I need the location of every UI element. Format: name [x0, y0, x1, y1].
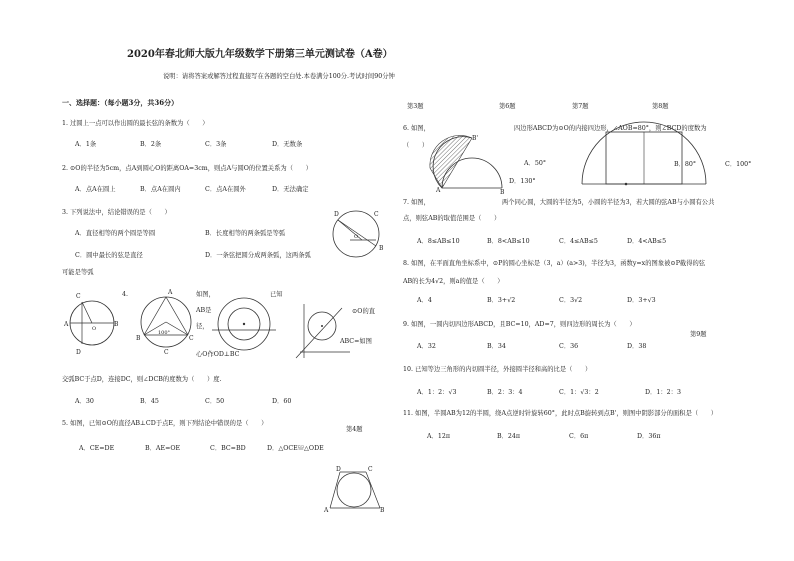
- q6-option-a: A．50°: [524, 160, 547, 167]
- svg-text:D: D: [336, 466, 341, 473]
- svg-text:C: C: [76, 293, 81, 300]
- q8-option-d: D．3+√3: [627, 297, 656, 304]
- q4-angle-label: 100°: [158, 330, 171, 336]
- q4-text-1b: 已知: [270, 291, 283, 298]
- q5-figure-trapezoid: [322, 466, 392, 514]
- q1-option-d: D．无数条: [272, 141, 303, 148]
- q10-option-a: A．1：2：√3: [417, 389, 457, 396]
- q11-stem: 11. 如图，半圆AB为12的半圆，绕A点逆时针旋转60°，此时点B旋转到点B'，则图中阴影部分的面积是（ ）: [403, 410, 718, 417]
- svg-text:B: B: [380, 507, 385, 514]
- q11-option-c: C．6π: [569, 433, 589, 440]
- q8-stem: 8. 如图，在平面直角坐标系中，⊙P的圆心坐标是（3，a）(a>3)，半径为3，函数y=x的图象被⊙P截得的弦: [403, 260, 706, 267]
- q8-stem-2: AB的长为4√2，则a的值是（ ）: [403, 278, 504, 285]
- q4-figure-concentric: [210, 292, 278, 360]
- page-title: 2020年春北师大版九年级数学下册第三单元测试卷（A卷）: [127, 49, 393, 60]
- q1-stem: 1. 过圆上一点可以作出圆的最长弦的条数为（ ）: [62, 120, 209, 127]
- q9-option-c: C．36: [559, 343, 579, 350]
- q3-option-d: D．一条弦把圆分成两条弧，这两条弧: [205, 252, 311, 259]
- svg-text:C: C: [368, 466, 373, 473]
- q7-option-c: C．4≤AB≤5: [559, 238, 598, 245]
- q3-option-a: A．直径相等的两个圆是等圆: [75, 230, 156, 237]
- q4-option-b: B．45: [140, 398, 159, 405]
- q9-option-d: D．38: [627, 343, 647, 350]
- q6-stem: 6. 如图，: [403, 125, 430, 132]
- svg-text:C: C: [164, 349, 169, 356]
- q8-option-b: B．3+√2: [487, 297, 516, 304]
- q4-stem-end: 交弧BC于点D，连接DC，则∠DCB的度数为（ ）度.: [62, 376, 222, 383]
- q10-stem: 10. 已知等边三角形的内切圆半径，外接圆半径和高的比是（ ）: [403, 366, 592, 373]
- svg-text:O: O: [92, 326, 97, 332]
- svg-text:B: B: [136, 335, 141, 342]
- fig-label-9: 第9题: [690, 331, 707, 338]
- q2-option-a: A．点A在圆上: [75, 186, 116, 193]
- q3-stem: 3. 下列说法中，结论错误的是（ ）: [62, 209, 171, 216]
- svg-text:D: D: [76, 349, 81, 356]
- q5-stem: 5. 如图，已知⊙O的直径AB⊥CD于点E，则下列结论中错误的是（ ）: [62, 420, 268, 427]
- q9-option-b: B．34: [487, 343, 506, 350]
- svg-text:C: C: [374, 211, 379, 218]
- q11-option-a: A．12π: [427, 433, 450, 440]
- q3-option-d-continued: 可能是等弧: [62, 269, 94, 276]
- q7-stem: 7. 如图，: [403, 199, 430, 206]
- q3-option-b: B．长度相等的两条弧是等弧: [205, 230, 286, 237]
- fig-label-7: 第7题: [572, 103, 589, 110]
- q4-text-4b: ABC=如图: [340, 338, 372, 345]
- q6-stem-2: 四边形ABCD为⊙O的内接四边形，∠AOB=80°，则∠BCD的度数为: [514, 125, 707, 132]
- q6-option-b: B．80°: [674, 161, 697, 168]
- q11-option-b: B．24π: [497, 433, 521, 440]
- fig-label-4: 第4题: [346, 426, 363, 433]
- q4-figure-coordinate: [292, 300, 352, 360]
- q3-figure: [328, 204, 386, 264]
- section-heading: 一、选择题：（每小题3分，共36分）: [62, 98, 179, 107]
- svg-text:C: C: [189, 335, 194, 342]
- q7-stem-2: 两个同心圆，大圆的半径为5，小圆的半径为3，若大圆的弦AB与小圆有公共: [502, 199, 715, 206]
- instructions: 说明：请将答案或解答过程直接写在各题的空白处.本卷满分100分.考试时间90分钟: [163, 73, 395, 80]
- q10-option-d: D．1：2：3: [645, 389, 681, 396]
- q5-option-c: C．BC=BD: [210, 445, 246, 452]
- q4-number: 4.: [122, 291, 129, 298]
- svg-text:A: A: [168, 289, 173, 296]
- svg-text:A: A: [324, 507, 329, 514]
- q4-text-3: 径，: [196, 323, 209, 330]
- q5-option-a: A．CE=DE: [79, 445, 115, 452]
- svg-text:A: A: [64, 321, 69, 328]
- q2-option-d: D．无法确定: [272, 186, 309, 193]
- q4-figure-circle-abcd: [62, 290, 120, 358]
- q10-option-b: B．2：3：4: [487, 389, 523, 396]
- q8-option-c: C．3√2: [559, 297, 583, 304]
- q2-option-b: B．点A在圆内: [140, 186, 181, 193]
- q10-option-c: C．1：√3：2: [559, 389, 599, 396]
- q6-paren: （ ）: [403, 142, 429, 149]
- fig-label-8: 第8题: [652, 103, 669, 110]
- q11-figure-rotated-semicircle: [422, 134, 504, 194]
- q7-option-a: A．8≤AB≤10: [417, 238, 460, 245]
- q7-stem-3: 点，则弦AB的取值范围是（ ）: [403, 215, 501, 222]
- q4-option-d: D．60: [272, 398, 292, 405]
- q2-stem: 2. ⊙O的半径为5cm，点A到圆心O的距离OA=3cm，则点A与圆O的位置关系为（ ）: [62, 165, 312, 172]
- q1-option-c: C．3条: [205, 141, 227, 148]
- q4-figure-inscribed-triangle: [134, 288, 196, 360]
- svg-text:B: B: [114, 321, 119, 328]
- q5-option-d: D．△OCE≌△ODE: [267, 445, 324, 452]
- q8-option-a: A．4: [417, 297, 432, 304]
- q6-figure-semicircle-rect: [576, 118, 714, 190]
- q11-option-d: D．36π: [637, 433, 661, 440]
- svg-text:D: D: [334, 211, 339, 218]
- q6-option-d: D．130°: [509, 178, 536, 185]
- svg-text:O: O: [354, 234, 359, 240]
- q2-option-c: C．点A在圆外: [205, 186, 246, 193]
- svg-text:B: B: [379, 245, 384, 252]
- svg-text:A: A: [436, 187, 441, 194]
- q9-option-a: A．32: [417, 343, 436, 350]
- q4-text-1a: 如图，: [196, 291, 215, 298]
- svg-text:B: B: [500, 189, 505, 196]
- q4-text-2a: AB是: [196, 307, 212, 314]
- fig-label-6: 第6题: [499, 103, 516, 110]
- q9-stem: 9. 如图，一圆内切四边形ABCD，且BC=10，AD=7，则四边形的周长为（ ）: [403, 321, 636, 328]
- q4-option-c: C．50: [205, 398, 225, 405]
- fig-label-3: 第3题: [407, 103, 424, 110]
- q5-option-b: B．AE=OE: [145, 445, 181, 452]
- svg-text:B': B': [472, 135, 479, 142]
- q7-option-b: B．8<AB≤10: [487, 238, 530, 245]
- q4-text-4a: 心O作OD⊥BC: [196, 351, 240, 358]
- q7-option-d: D．4<AB≤5: [627, 238, 667, 245]
- q4-text-2b: ⊙O的直: [352, 308, 376, 315]
- q4-option-a: A．30: [75, 398, 94, 405]
- q1-option-b: B．2条: [140, 141, 162, 148]
- q6-option-c: C．100°: [725, 161, 752, 168]
- q3-option-c: C．圆中最长的弦是直径: [75, 252, 143, 259]
- q1-option-a: A．1条: [75, 141, 97, 148]
